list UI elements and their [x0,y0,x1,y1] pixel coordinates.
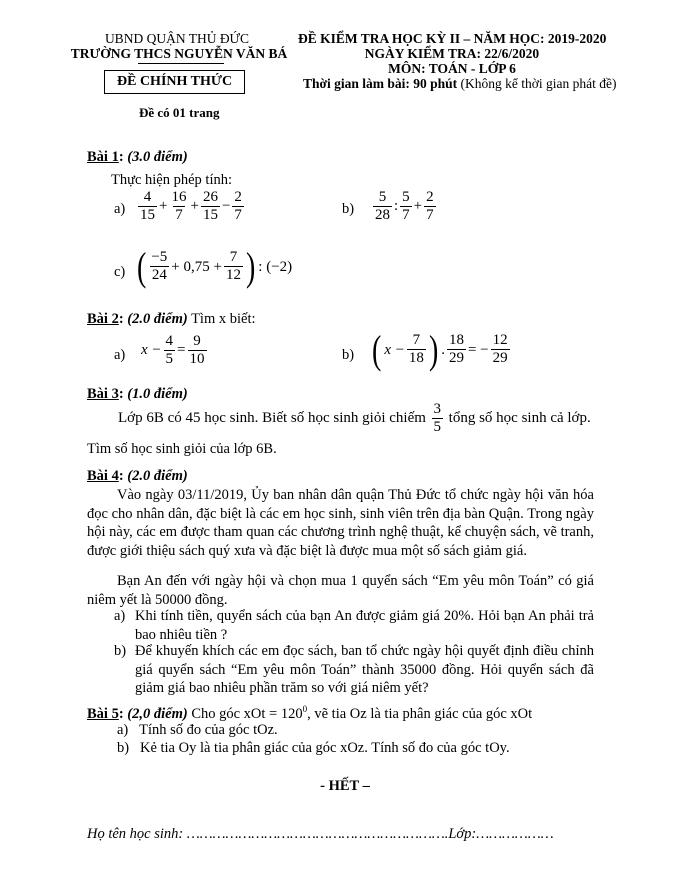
bai1-c-label: c) [114,264,126,280]
official-label: ĐỀ CHÍNH THỨC [117,74,233,89]
bai4-paragraph-2: Bạn An đến với ngày hội và chọn mua 1 quyển sách “Em yêu môn Toán” có giá niêm yết là 50000 đồng. [87,573,594,608]
exam-date: NGÀY KIỂM TRA: 22/6/2020 [364,46,540,61]
bai2-title: Bài 2 [87,311,119,327]
bai1-b-expression: $\frac{5}{28}$ : $\frac{5}{7}$ + $\frac{2}{7}$ [375,189,434,223]
bai4-heading: Bài 4: (2.0 điểm) [87,468,188,484]
class-blank: ……………… [476,826,554,842]
school-name: TRƯỜNG THCS NGUYỄN VĂN BÁ [70,46,288,61]
time-value: 90 phút [413,76,458,91]
official-exam-box [104,70,245,94]
exam-title: ĐỀ KIỂM TRA HỌC KỲ II – NĂM HỌC: 2019-2020 [298,31,607,46]
bai4-points: (2.0 điểm) [127,468,188,484]
student-name-label: Họ tên học sinh: [87,826,184,842]
time-note: (Không kể thời gian phát đề) [457,76,617,91]
bai5-heading: Bài 5: (2,0 điểm) Cho góc xOt = $120^0$, vẽ tia Oz là tia phân giác của góc xOt [87,704,533,722]
end-marker: - HẾT – [320,778,370,794]
bai4-b-label: b) [114,643,127,659]
page-count: Đề có 01 trang [139,105,220,120]
bai1-c-expression: ( $\frac{-5}{24}$ + 0,75 + $\frac{7}{12}$ ) : (−2) [136,244,293,289]
bai2-points: (2.0 điểm) [127,311,188,327]
student-info-line [87,826,554,843]
school-underline [138,63,224,64]
bai1-title: Bài 1 [87,149,119,165]
bai5-a-text: Tính số đo của góc tOz. [139,722,278,738]
bai4-a-text: Khi tính tiền, quyển sách của bạn An được giảm giá 20%. Hỏi bạn An phải trả bao nhiêu tiền ? [135,608,594,643]
district-name: UBND QUẬN THỦ ĐỨC [104,31,250,46]
bai4-b-text: Để khuyến khích các em đọc sách, ban tổ chức ngày hội quyết định điều chỉnh giá quyển sách “Em yêu môn Toán” thành 35000 đồng. Hỏi quyển sách đã giảm giá bao nhiêu phần trăm so với giá niêm yết? [135,643,594,697]
bai5-b [117,740,510,757]
bai3-title: Bài 3 [87,386,119,402]
bai3-line1: Lớp 6B có 45 học sinh. Biết số học sinh giỏi chiếm $\frac{3}{5}$ tổng số học sinh cả lớp. [118,401,591,435]
bai4-a [114,607,594,644]
bai4-title: Bài 4 [87,468,119,484]
bai5-text2: , vẽ tia Oz là tia phân giác của góc xOt [307,705,533,722]
bai1-heading: Bài 1: (3.0 điểm) [87,149,188,165]
degree-mark: 0 [302,704,308,714]
student-name-blank: ……………………………………………………. [183,826,449,842]
bai5-a-label: a) [117,722,129,738]
bai1-points: (3.0 điểm) [127,149,188,165]
bai3-points: (1.0 điểm) [127,386,188,402]
bai1-b-label: b) [342,201,355,217]
bai2-heading: Bài 2: (2.0 điểm) Tìm x biết: [87,311,256,327]
bai4-a-label: a) [114,608,126,624]
bai1-instruction: Thực hiện phép tính: [111,172,233,188]
bai1-a-expression: $\frac{4}{15}$ + $\frac{16}{7}$ + $\frac{26}{15}$ − $\frac{2}{7}$ [140,189,242,223]
bai5-points: (2,0 điểm) [127,705,188,722]
bai1-a-label: a) [114,201,126,217]
bai5-text1: Cho góc xOt = 120 [191,705,303,722]
bai3-heading: Bài 3: (1.0 điểm) [87,386,188,402]
bai5-b-label: b) [117,740,130,756]
exam-time [303,76,617,92]
bai2-instruction: Tìm x biết: [191,311,256,327]
bai5-b-text: Kẻ tia Oy là tia phân giác của góc xOz. Tính số đo của góc tOy. [139,740,510,756]
class-label: Lớp: [448,826,477,842]
bai4-b [114,642,594,698]
bai2-b-expression: ( x − $\frac{7}{18}$ ) . $\frac{18}{29}$ = − $\frac{12}{29}$ [371,327,508,372]
exam-subject: MÔN: TOÁN - LỚP 6 [388,61,516,76]
bai2-a-expression: x − $\frac{4}{5}$ = $\frac{9}{10}$ [141,333,205,367]
bai5-title: Bài 5 [87,705,119,722]
bai4-paragraph-1: Vào ngày 03/11/2019, Ủy ban nhân dân quận Thủ Đức tổ chức ngày hội văn hóa đọc cho nhân dân, đặc biệt là các em học sinh, sinh viên trên địa bàn Quận. Trong ngày hội này, các em được tham quan các chương trình nghệ thuật, kể chuyện sách, vẽ tranh, được giới thiệu sách quý xưa và đặc biệt là được mua một số sách giảm giá. [87,487,594,559]
bai2-b-label: b) [342,347,355,363]
time-prefix: Thời gian làm bài: [303,76,414,91]
bai2-a-label: a) [114,347,126,363]
bai3-line2: Tìm số học sinh giỏi của lớp 6B. [87,441,277,457]
bai5-a [117,722,278,739]
